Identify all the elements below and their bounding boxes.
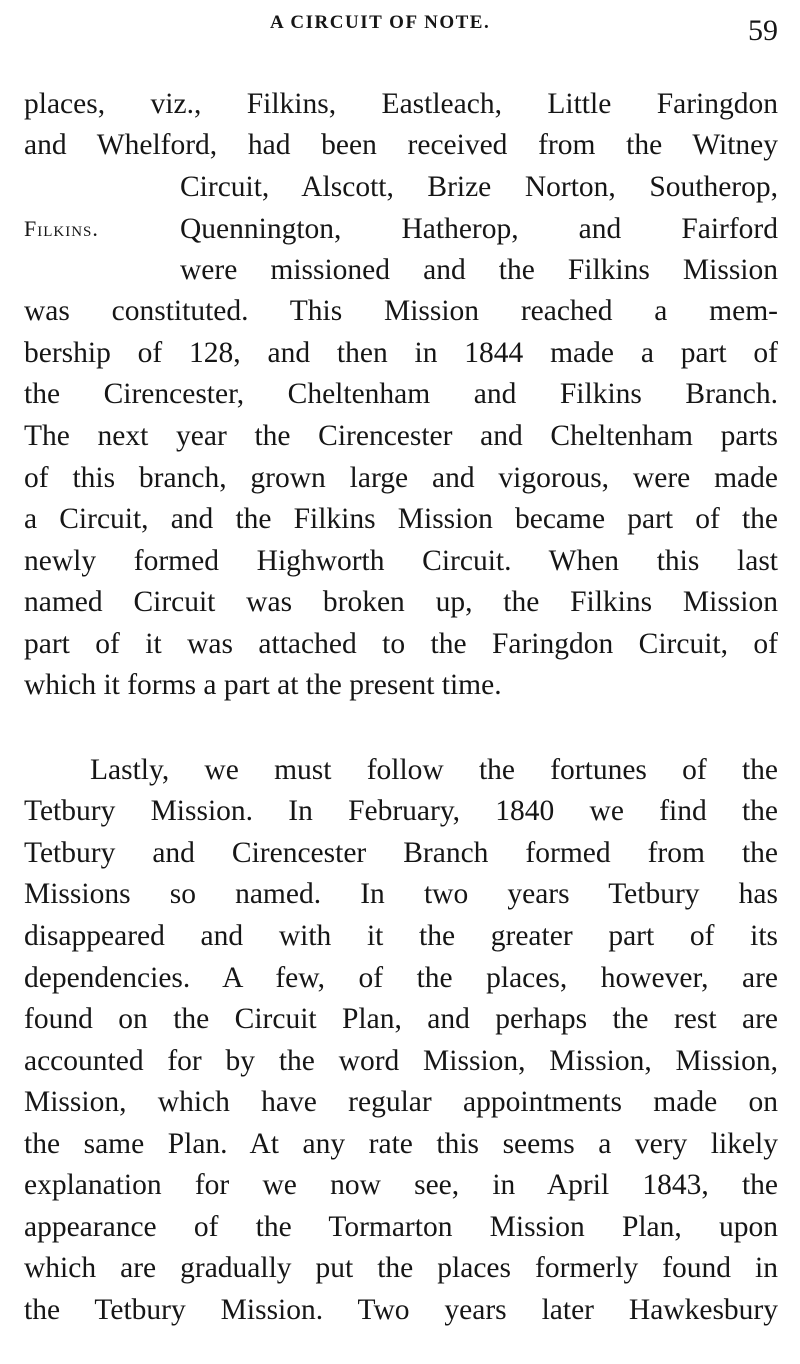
text-line: was constituted. This Mission reached a mem- bbox=[24, 295, 778, 327]
text-line: places, viz., Filkins, Eastleach, Little Faringdon bbox=[24, 88, 778, 120]
text-line: found on the Circuit Plan, and perhaps the rest are bbox=[24, 1003, 778, 1035]
text-line: newly formed Highworth Circuit. When this last bbox=[24, 545, 778, 577]
text-line: part of it was attached to the Faringdon Circuit, of bbox=[24, 628, 778, 660]
text-line: disappeared and with it the greater part of its bbox=[24, 920, 778, 952]
running-title: A CIRCUIT OF NOTE. bbox=[270, 12, 491, 33]
text-line: Lastly, we must follow the fortunes of the bbox=[90, 754, 778, 786]
text-line: accounted for by the word Mission, Mission, Mission, bbox=[24, 1045, 778, 1077]
running-head bbox=[0, 4, 800, 47]
text-line: bership of 128, and then in 1844 made a part of bbox=[24, 337, 778, 369]
text-line: which it forms a part at the present time. bbox=[24, 669, 502, 701]
text-line: dependencies. A few, of the places, however, are bbox=[24, 962, 778, 994]
text-line: explanation for we now see, in April 1843, the bbox=[24, 1169, 778, 1201]
text-line: Tetbury and Cirencester Branch formed from the bbox=[24, 837, 778, 869]
text-line: a Circuit, and the Filkins Mission became part of the bbox=[24, 503, 778, 535]
text-line: the Tetbury Mission. Two years later Hawkesbury bbox=[24, 1294, 778, 1326]
text-line: and Whelford, had been received from the Witney bbox=[24, 129, 778, 161]
text-line: Mission, which have regular appointments made on bbox=[24, 1086, 778, 1118]
text-line: were missioned and the Filkins Mission bbox=[180, 254, 778, 286]
text-line: Missions so named. In two years Tetbury has bbox=[24, 878, 778, 910]
text-line: Quennington, Hatherop, and Fairford bbox=[180, 213, 778, 245]
text-line: the Cirencester, Cheltenham and Filkins Branch. bbox=[24, 378, 778, 410]
text-line: of this branch, grown large and vigorous, were made bbox=[24, 462, 778, 494]
text-line: Circuit, Alscott, Brize Norton, Southerop, bbox=[180, 171, 778, 203]
text-line: appearance of the Tormarton Mission Plan, upon bbox=[24, 1211, 778, 1243]
text-line: the same Plan. At any rate this seems a very likely bbox=[24, 1128, 778, 1160]
text-line: named Circuit was broken up, the Filkins Mission bbox=[24, 586, 778, 618]
text-line: Tetbury Mission. In February, 1840 we find the bbox=[24, 795, 778, 827]
margin-sidenote: Filkins. bbox=[24, 216, 99, 241]
page-number: 59 bbox=[748, 14, 778, 47]
text-line: which are gradually put the places formerly found in bbox=[24, 1252, 778, 1284]
text-line: The next year the Cirencester and Cheltenham parts bbox=[24, 420, 778, 452]
